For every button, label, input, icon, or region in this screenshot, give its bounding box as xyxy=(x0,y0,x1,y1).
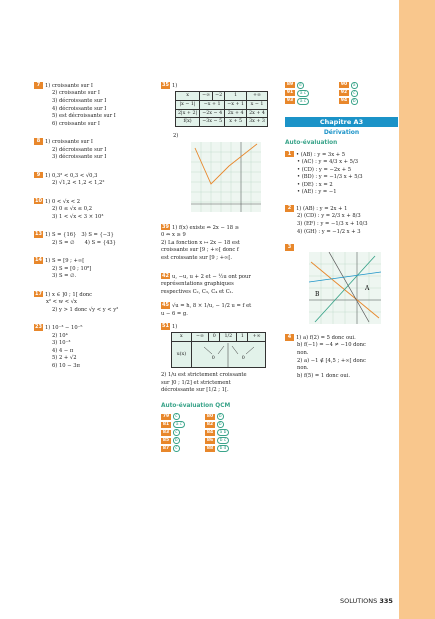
exercise-4 xyxy=(285,334,398,380)
answer-line: u − 6 = g. xyxy=(161,310,188,317)
answer-line: décroissante sur I xyxy=(58,97,107,104)
qcm-row xyxy=(339,90,358,97)
right-column xyxy=(285,82,398,385)
exercise-number: 1 xyxy=(285,151,294,158)
exercise-39 xyxy=(161,224,281,263)
exercise-7: 7 1) croissante sur I 2) croissante sur I 3) décroissante sur I 4) décroissante sur I 5) est décroissante sur I 6) croissante sur I xyxy=(34,82,146,128)
answer-line: • (AB) : y = 3x + 5 xyxy=(296,151,346,158)
answer-line: croissante sur I xyxy=(51,139,93,146)
answer-line: décroissante sur I xyxy=(58,154,107,161)
answer-line: 2) 1/u est strictement croissante xyxy=(161,372,247,379)
answer-line: • (AE) : y = −1 xyxy=(297,189,337,196)
exercise-35 xyxy=(161,82,281,216)
qcm-row xyxy=(205,429,229,436)
table-cell: x − 1 xyxy=(247,100,268,109)
qcm-answer: a c xyxy=(173,421,185,428)
chapter-subtitle: Dérivation xyxy=(323,128,360,136)
qcm-answer: c xyxy=(173,413,180,420)
answer-line: 0 < √x < 2 xyxy=(51,198,81,205)
part-label: 1) xyxy=(172,323,178,330)
table-cell: −2x − 4 xyxy=(200,109,225,118)
answer-line: 4) (GH) : y = −1/2 x + 3 xyxy=(297,228,361,235)
exercise-51 xyxy=(161,323,281,395)
answer-line: y > 1 donc √y < y < y² xyxy=(58,306,119,313)
answer-line: 1) a) f(2) = 5 donc oui. xyxy=(296,334,356,341)
qcm-number: 91 xyxy=(286,90,294,96)
answer-line: b) f(5) = 1 donc oui. xyxy=(297,372,350,379)
table-cell: u(x) xyxy=(172,342,192,368)
qcm-answer: b xyxy=(352,99,356,104)
qcm-row xyxy=(161,445,185,452)
qcm-row xyxy=(339,98,358,105)
answer-line: non. xyxy=(297,350,309,356)
variation-table xyxy=(171,332,266,368)
table-cell: x xyxy=(172,333,192,342)
qcm-answer: a c xyxy=(297,98,309,105)
exercise-17: 17 1) x ∈ ]0 ; 1[ donc x² < w < √x 2) y > 1 donc √y < y < y² xyxy=(35,290,119,313)
answer-line: sur ]0 ; 1/2] et strictement xyxy=(161,379,231,386)
exercise-number: 4 xyxy=(285,334,294,341)
exercise-number: 9 xyxy=(34,172,43,179)
exercise-3 xyxy=(285,244,398,328)
answer-line: 3) (EF) : y = −1/3 x + 10/3 xyxy=(297,220,368,227)
exercise-number: 2 xyxy=(285,205,294,212)
answer-line: croissante sur [9 ; +∞[ donc f xyxy=(161,247,239,254)
exercise-number: 17 xyxy=(35,290,42,297)
qcm-answer: d xyxy=(298,83,302,88)
answer-line: décroissante sur [1/2 ; 1[. xyxy=(161,387,229,394)
auto-evaluation-heading: Auto-évaluation xyxy=(285,140,338,147)
table-cell: 2x + 4 xyxy=(225,109,247,118)
qcm-number: 93 xyxy=(286,98,294,104)
exercise-number: 7 xyxy=(34,82,43,89)
table-cell: 0 xyxy=(209,333,220,342)
answer-line: 1) (AB) : y = 2x + 1 xyxy=(296,205,348,212)
middle-column xyxy=(161,82,281,452)
exercise-2 xyxy=(285,205,398,236)
exercise-10: 10 1) 0 < √x < 2 2) 0 ≤ √x ≤ 0,2 3) 1 < √x < 3 × 10³ xyxy=(35,197,104,220)
exercise-9: 9 1) 0,3² < 0,3 < √0,3 2) √1,2 < 1,2 < 1,2² xyxy=(34,172,146,188)
qcm-number: 90 xyxy=(340,82,348,88)
exercise-13: 13 1) S = {16} 3) S = {−3} 2) S = ∅ 4) S = {43} xyxy=(35,231,116,246)
answer-line: 2) (CD) : y = 2/3 x + 8/3 xyxy=(297,213,361,220)
qcm-row xyxy=(285,82,309,89)
exercise-23: 23 1) 10⁻³ − 10⁻⁵ 2) 10⁴ 3) 10⁻³ 4) 4 − π 5) 2 + √2 6) 10 − 3π xyxy=(35,324,83,370)
qcm-answer: b xyxy=(174,438,178,444)
qcm-number: 89 xyxy=(286,82,294,88)
answer-line: représentations graphiques xyxy=(161,280,234,287)
qcm-answer: a c xyxy=(297,90,309,97)
variation-arrows xyxy=(191,342,265,368)
table-cell: −x + 1 xyxy=(225,100,247,109)
answer-line: S = ∅. xyxy=(58,273,77,280)
qcm-grid xyxy=(285,82,398,105)
table-cell: −3x − 5 xyxy=(200,118,225,127)
sign-table xyxy=(175,91,268,126)
qcm-number: 83 xyxy=(162,429,170,435)
point-label: B xyxy=(315,291,320,299)
answer-line: x² < w < √x xyxy=(46,299,77,306)
answer-line: 1) f(x) existe ⇔ 2x − 18 ≥ xyxy=(172,224,240,231)
footer-label: SOLUTIONS xyxy=(340,597,378,605)
table-cell: −x + 1 xyxy=(200,100,225,109)
qcm-row xyxy=(285,98,309,105)
qcm-row xyxy=(161,437,185,444)
answer-line: S = {43} xyxy=(91,239,116,246)
qcm-number: 80 xyxy=(206,413,214,419)
answer-line: 0,3² < 0,3 < √0,3 xyxy=(51,172,98,179)
page-footer xyxy=(340,597,393,605)
table-cell: |x − 1| xyxy=(176,100,200,109)
answer-line: u, −u, u + 2 et − ½u ont pour xyxy=(172,273,251,280)
qcm-column xyxy=(285,82,309,105)
qcm-number: 92 xyxy=(340,90,348,96)
qcm-number: 87 xyxy=(162,445,170,451)
qcm-row xyxy=(161,421,185,428)
table-cell: 2x + 4 xyxy=(247,109,268,118)
answer-line: √1,2 < 1,2 < 1,2² xyxy=(58,180,105,187)
qcm-number: 84 xyxy=(206,429,214,435)
qcm-answer: c xyxy=(351,90,358,97)
answer-line: b) f(−1) = −4 ≠ −10 donc xyxy=(297,342,366,349)
qcm-number: 79 xyxy=(162,413,170,419)
answer-line: S = {16} xyxy=(51,232,77,239)
answer-line: 10 − 3π xyxy=(58,363,80,370)
qcm-answer: b xyxy=(218,422,222,428)
exercise-45 xyxy=(161,302,281,318)
answer-line: 2) a) −1 ∉ [4,5 ; +∞[ donc xyxy=(297,357,366,364)
qcm-row xyxy=(285,90,309,97)
exercise-14: 14 1) S = [9 ; +∞[ 2) S = [0 ; 10⁸] 3) S = ∅. xyxy=(35,257,92,280)
qcm-number: 81 xyxy=(162,421,170,427)
answer-line: 2) La fonction x ↦ 2x − 18 est xyxy=(161,239,240,246)
qcm-row xyxy=(339,82,358,89)
table-cell: 1 xyxy=(237,333,248,342)
qcm-number: 85 xyxy=(162,437,170,443)
exercise-number: 42 xyxy=(162,272,169,279)
qcm-answer: b c xyxy=(217,437,229,444)
table-cell: 2|x + 2| xyxy=(176,109,200,118)
answer-line: croissante sur I xyxy=(58,90,100,97)
answer-line: décroissante sur I xyxy=(58,146,107,153)
table-cell: −∞ xyxy=(191,333,209,342)
qcm-column xyxy=(205,413,229,452)
part-label: 2) xyxy=(173,132,179,139)
table-cell: +∞ xyxy=(247,92,268,101)
answer-line: 10⁴ xyxy=(58,332,68,339)
point-label: A xyxy=(365,285,370,293)
exercise-1 xyxy=(285,151,398,197)
qcm-answer: a b xyxy=(217,429,229,436)
qcm-number: 82 xyxy=(206,421,214,427)
answer-line: 1 < √x < 3 × 10³ xyxy=(58,213,104,220)
table-cell: +∞ xyxy=(248,333,266,342)
qcm-column xyxy=(161,413,185,452)
table-cell: x + 5 xyxy=(225,118,247,127)
answer-line: est décroissante sur I xyxy=(58,113,116,120)
left-column xyxy=(34,82,146,376)
answer-line: est croissante sur [9 ; +∞[. xyxy=(161,255,233,262)
lines-graph xyxy=(309,252,381,324)
exercise-8: 8 1) croissante sur I 2) décroissante sur I 3) décroissante sur I xyxy=(34,138,146,162)
answer-line: S = {−3} xyxy=(88,232,114,239)
qcm-answer: c xyxy=(173,429,180,436)
qcm-column xyxy=(339,82,358,105)
page-number: 335 xyxy=(379,597,393,605)
variation-arrows-icon xyxy=(196,343,266,367)
answer-line: croissante sur I xyxy=(51,82,93,89)
variation-value: 0 xyxy=(211,356,215,362)
qcm-row xyxy=(161,429,185,436)
answer-line: 0 ≤ √x ≤ 0,2 xyxy=(58,206,93,213)
exercise-number: 51 xyxy=(162,323,169,330)
answer-line: √u = h, 8 × 1/u, − 1/2 u = f et xyxy=(172,302,252,309)
answer-line: 10⁻³ − 10⁻⁵ xyxy=(51,325,83,332)
answer-line: • (CD) : y = −2x + 5 xyxy=(297,166,352,173)
part-label: 1) xyxy=(172,82,178,89)
answer-line: croissante sur I xyxy=(58,120,100,127)
exercise-number: 23 xyxy=(35,324,42,331)
exercise-number: 8 xyxy=(34,138,43,145)
page-margin-band xyxy=(399,0,435,619)
qcm-row xyxy=(161,413,185,420)
exercise-number: 45 xyxy=(162,302,169,309)
qcm-answer: b xyxy=(218,414,222,420)
exercise-number: 13 xyxy=(35,231,42,238)
answer-line: • (AC) : y = 4/3 x + 5/3 xyxy=(297,159,359,166)
answer-line: 10⁻³ xyxy=(58,340,71,347)
table-cell: 1/2 xyxy=(220,333,237,342)
qcm-row xyxy=(205,437,229,444)
variation-value: 0 xyxy=(241,356,245,362)
qcm-answer: a xyxy=(352,83,356,88)
qcm-number: 94 xyxy=(340,98,348,104)
qcm-answer: b d xyxy=(217,445,229,452)
qcm-row xyxy=(205,421,229,428)
exercise-42 xyxy=(161,273,281,297)
table-cell: 1 xyxy=(225,92,247,101)
qcm-answer: c xyxy=(173,445,180,452)
answer-line: S = [9 ; +∞[ xyxy=(51,258,85,264)
answer-line: respectives C₂, C₃, C₄ et C₁. xyxy=(161,288,234,295)
answer-line: S = ∅ xyxy=(58,239,75,246)
table-cell: 3x + 3 xyxy=(247,118,268,127)
answer-line: décroissante sur I xyxy=(58,105,107,112)
table-cell: −∞ xyxy=(200,92,213,101)
exercise-number: 10 xyxy=(35,197,42,204)
answer-line: 0 ⇔ x ≥ 9 xyxy=(161,232,186,239)
table-cell: x xyxy=(176,92,200,101)
answer-line: non. xyxy=(297,365,309,372)
answer-line: x ∈ ]0 ; 1[ donc xyxy=(51,291,93,298)
qcm-grid xyxy=(161,413,281,452)
qcm-heading: Auto-évaluation QCM xyxy=(161,402,231,409)
qcm-number: 88 xyxy=(206,445,214,451)
answer-line: • (DE) : x = 2 xyxy=(297,181,333,188)
qcm-number: 86 xyxy=(206,437,214,443)
answer-line: • (BD) : y = −1/3 x + 5/3 xyxy=(297,174,363,181)
exercise-number: 3 xyxy=(285,244,294,251)
chapter-title: Chapitre A3 xyxy=(285,117,398,127)
answer-line: 4 − π xyxy=(58,347,74,354)
function-graph xyxy=(191,142,261,212)
exercise-number: 14 xyxy=(35,257,42,264)
answer-line: 2 + √2 xyxy=(58,355,77,362)
qcm-row xyxy=(205,413,229,420)
exercise-number: 35 xyxy=(162,82,169,88)
exercise-number: 39 xyxy=(162,223,169,230)
answer-line: S = [0 ; 10⁸] xyxy=(58,265,92,272)
table-cell: −2 xyxy=(213,92,225,101)
table-cell: f(x) xyxy=(176,118,200,127)
qcm-row xyxy=(205,445,229,452)
